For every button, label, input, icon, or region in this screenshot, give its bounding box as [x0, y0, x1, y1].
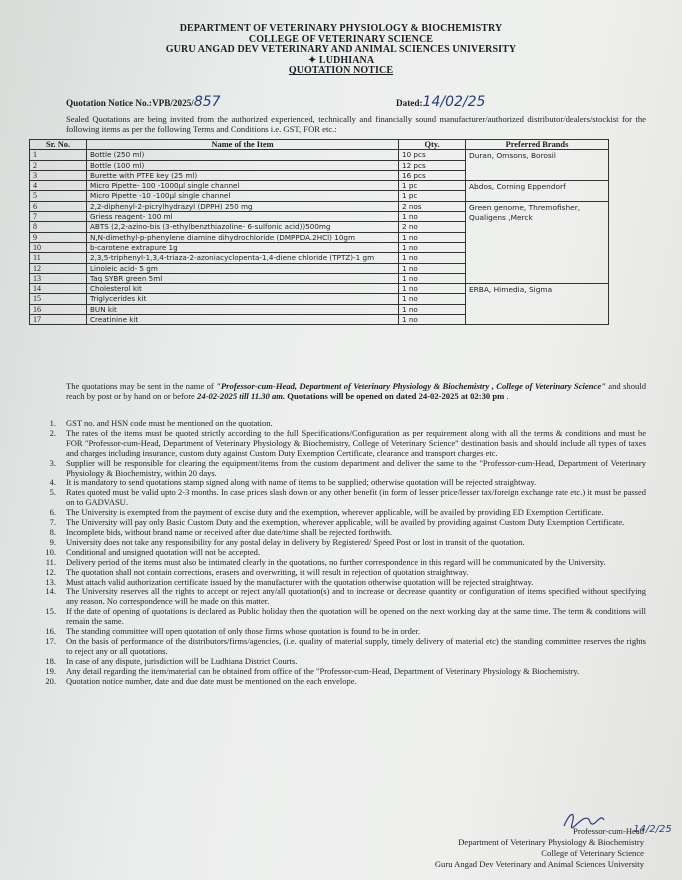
item-qty: 1 no	[399, 315, 466, 325]
item-qty: 1 no	[399, 232, 466, 242]
sr-no: 2	[30, 160, 87, 170]
list-item: 5. Rates quoted must be valid upto 2-3 months. In case prices slash down or any other benefit (in form of lesser price/lesser tax/foreign exchange rate etc.) it must be passed on to GADVASU.	[49, 487, 646, 508]
list-item: 1. GST no. and HSN code must be mentioned on the quotation.	[49, 418, 273, 428]
list-item: 14. The University reserves all the rights to accept or reject any/all quotation(s) and to increase or decrease quantity or configuration of items specified without specifying any reason. No correspondence will be made on this matter.	[45, 586, 646, 607]
sr-no: 6	[30, 201, 87, 211]
pin-icon: ✦	[307, 54, 319, 66]
item-qty: 2 no	[399, 222, 466, 232]
item-qty: 1 no	[399, 294, 466, 304]
item-qty: 1 no	[399, 284, 466, 294]
item-qty: 1 no	[399, 242, 466, 252]
item-name: 2,2-diphenyl-2-picrylhydrazyl (DPPH) 250 mg	[87, 201, 399, 211]
item-qty: 1 pc	[399, 181, 466, 191]
sr-no: 8	[30, 222, 87, 232]
list-item: 13. Must attach valid authorization certificate issued by the manufacturer with the quotation otherwise quotation will be rejected straightway.	[45, 576, 534, 587]
item-name: Creatinine kit	[87, 315, 399, 325]
sr-no: 1	[30, 150, 87, 160]
item-qty: 12 pcs	[399, 160, 466, 170]
item-name: Bottle (100 ml)	[87, 160, 399, 170]
sr-no: 4	[30, 181, 87, 191]
dated-label: Dated:	[396, 98, 423, 108]
sr-no: 12	[30, 263, 87, 273]
list-item: 9. University does not take any responsibility for any postal delay in delivery by Registered/ Speed Post or lost in transit of the quotation.	[49, 536, 525, 547]
table-row	[30, 150, 609, 160]
sr-no: 11	[30, 253, 87, 263]
list-item: 4. It is mandatory to send quotations stamp signed along with name of items to be supplied; otherwise quotation will be rejected straightway.	[49, 477, 537, 488]
item-name: Bottle (250 ml)	[87, 150, 399, 160]
list-item: 6. The University is exempted from the payment of excise duty and the exemption, wherever applicable, will be availed by providing ED Exemption Certificate.	[49, 507, 604, 518]
table-row	[30, 201, 609, 211]
list-item: 7. The University will pay only Basic Custom Duty and the exemption, wherever applicable, will be availed by providing against Custom Duty Exemption Certificate.	[49, 517, 625, 528]
item-name: N,N-dimethyl-p-phenylene diamine dihydrochloride (DMPPDA.2HCl) 10gm	[87, 232, 399, 242]
list-item: 17. On the basis of performance of the distributors/firms/agencies, (i.e. quality of material supply, timely delivery of material etc) the standing committee reserves the rights to reject any or all quotations.	[45, 635, 646, 656]
date-field	[396, 94, 485, 110]
col-preferred-brands: Preferred Brands	[466, 140, 609, 150]
item-qty: 1 no	[399, 273, 466, 283]
list-item: 16. The standing committee will open quotation of only those firms whose quotation is found to be in order.	[45, 626, 421, 637]
item-qty: 1 pc	[399, 191, 466, 201]
sr-no: 17	[30, 315, 87, 325]
reference-line	[66, 94, 626, 110]
item-name: BUN kit	[87, 304, 399, 314]
item-qty: 1 no	[399, 263, 466, 273]
signatory-block	[435, 826, 644, 870]
item-name: Griess reagent- 100 ml	[87, 212, 399, 222]
list-item: 12. The quotation shall not contain corrections, erasers and overwriting, it will result in rejection of quotation straightway.	[45, 566, 469, 577]
university-name: GURU ANGAD DEV VETERINARY AND ANIMAL SCIENCES UNIVERSITY	[165, 44, 517, 56]
signatory-university: Guru Angad Dev Veterinary and Animal Sciences University	[434, 859, 644, 869]
col-sr-no: Sr. No.	[30, 140, 87, 150]
item-name: Micro Pipette- 100 -1000µl single channel	[87, 181, 399, 191]
intro-paragraph: Sealed Quotations are being invited from the authorized experienced, technically and financially sound manufacturer/authorized distributor/dealers/stockist for the following items as per the following Terms and Conditions i.e. GST, FOR etc.:	[66, 114, 646, 134]
signature-date: 14/2/25	[633, 824, 672, 835]
list-item: 15. If the date of opening of quotations is declared as Public holiday then the quotation will be opened on the next working day at the same time. The term & conditions will remain the same.	[45, 606, 646, 627]
list-item: 2. The rates of the items must be quoted strictly according to the full Specifications/Configuration as per requirement along with all the terms & conditions and must be FOR "Professor-cum-Head, Department of Veterinary Physiology & Biochemistry, College of Veterinary Science" destination basis and should include all types of taxes and charges including insurance, custom duty against Custom Duty Exemption Certificate, clearance and transport charges etc.	[49, 427, 646, 458]
city-name: ✦ LUDHIANA	[307, 54, 375, 66]
list-item: 3. Supplier will be responsible for clearing the equipment/items from the custom department and deliver the same to the "Professor-cum-Head, Department of Veterinary Physiology & Biochemistry, within 20 days.	[49, 457, 646, 478]
signatory-title: Professor-cum-Head	[573, 826, 644, 836]
list-item: 11. Delivery period of the items must also be intimated clearly in the quotations, no further correspondence in this regard will be communicated by the University.	[45, 556, 606, 567]
item-qty: 1 no	[399, 212, 466, 222]
list-item: 8. Incomplete bids, without brand name or received after due date/time shall be rejected forthwith.	[49, 526, 392, 537]
item-name: ABTS (2,2-azino-bis (3-ethylbenzthiazoline- 6-sulfonic acid))500mg	[87, 222, 399, 232]
department-name: DEPARTMENT OF VETERINARY PHYSIOLOGY & BIOCHEMISTRY	[179, 23, 503, 34]
item-qty: 2 nos	[399, 201, 466, 211]
items-table	[29, 139, 609, 325]
brands-chemicals: Green genome, Thremofisher, Qualigens ,Merck	[466, 201, 609, 283]
table-header-row	[30, 140, 609, 150]
list-item: 19. Any detail regarding the item/material can be obtained from office of the "Professor-cum-Head, Department of Veterinary Physiology & Biochemistry.	[45, 665, 580, 676]
item-name: Triglycerides kit	[87, 294, 399, 304]
signatory-department: Department of Veterinary Physiology & Biochemistry	[458, 837, 644, 847]
list-item: 10. Conditional and unsigned quotation will not be accepted.	[45, 546, 261, 557]
item-qty: 1 no	[399, 253, 466, 263]
sr-no: 5	[30, 191, 87, 201]
opening-datetime: Quotations will be opened on dated 24-02-2025 at 02:30 pm	[285, 391, 505, 402]
item-name: Cholesterol kit	[87, 284, 399, 294]
col-qty: Qty.	[399, 140, 466, 150]
brands-kits: ERBA, Himedia, Sigma	[466, 284, 609, 325]
item-name: b-carotene extrapure 1g	[87, 242, 399, 252]
item-name: 2,3,5-triphenyl-1,3,4-triaza-2-azoniacyclopenta-1,4-diene chloride (TPTZ)-1 gm	[87, 253, 399, 263]
item-qty: 16 pcs	[399, 170, 466, 180]
sr-no: 7	[30, 212, 87, 222]
sr-no: 14	[30, 284, 87, 294]
list-item: 18. In case of any dispute, jurisdiction will be Ludhiana District Courts.	[45, 655, 298, 666]
item-name: Burette with PTFE key (25 ml)	[87, 170, 399, 180]
item-name: Micro Pipette -10 -100µl single channel	[87, 191, 399, 201]
table-row	[30, 181, 609, 191]
signatory-college: College of Veterinary Science	[541, 848, 644, 858]
item-name: Taq SYBR green 5ml	[87, 273, 399, 283]
college-name: COLLEGE OF VETERINARY SCIENCE	[248, 33, 434, 45]
item-qty: 10 pcs	[399, 150, 466, 160]
sr-no: 3	[30, 170, 87, 180]
date-handwritten: 14/02/25	[422, 94, 486, 110]
terms-list	[40, 419, 646, 686]
brands-pipettes: Abdos, Corning Eppendorf	[466, 181, 609, 202]
letterhead	[0, 24, 682, 77]
item-qty: 1 no	[399, 304, 466, 314]
sr-no: 10	[30, 242, 87, 252]
brands-glassware: Duran, Omsons, Borosil	[466, 150, 609, 181]
addressee: "Professor-cum-Head, Department of Veterinary Physiology & Biochemistry , College of Veterinary Science"	[216, 381, 606, 391]
notice-title: QUOTATION NOTICE	[288, 65, 394, 77]
sr-no: 15	[30, 294, 87, 304]
sr-no: 9	[30, 232, 87, 242]
col-item-name: Name of the Item	[87, 140, 399, 150]
submission-paragraph: The quotations may be sent in the name of "Professor-cum-Head, Department of Veterinary Physiology & Biochemistry , College of Veterinary Science" and should reach by post or by hand on or before 24-02-2025 till 11.30 am. Quotations will be opened on dated 24-02-2025 at 02:30 pm .	[66, 381, 646, 402]
notice-number-handwritten: 857	[193, 94, 221, 110]
item-name: Linoleic acid- 5 gm	[87, 263, 399, 273]
sr-no: 13	[30, 273, 87, 283]
table-row	[30, 284, 609, 294]
notice-number-label: Quotation Notice No.:VPB/2025/	[66, 98, 194, 108]
list-item: 20. Quotation notice number, date and due date must be mentioned on the each envelope.	[45, 675, 357, 686]
submission-deadline: 24-02-2025 till 11.30 am.	[197, 391, 286, 402]
sr-no: 16	[30, 304, 87, 314]
